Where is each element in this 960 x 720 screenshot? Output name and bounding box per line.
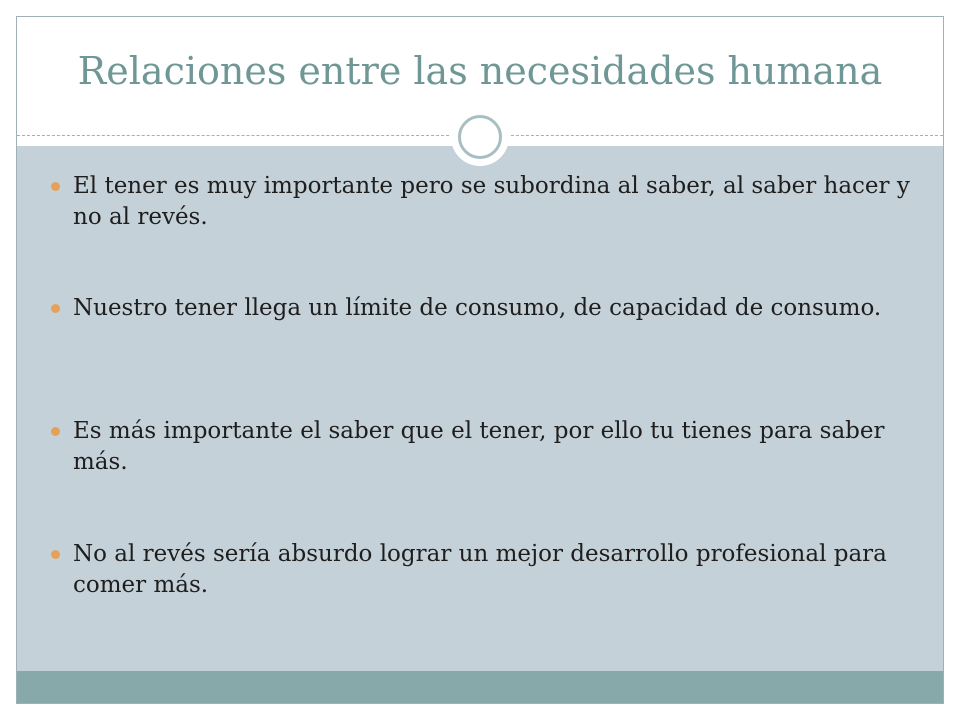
bullet-text: Es más importante el saber que el tener, por ello tu tienes para saber más. xyxy=(73,418,885,475)
bullet-dot-icon xyxy=(51,304,60,313)
bullet-dot-icon xyxy=(51,427,60,436)
bullet-text: No al revés sería absurdo lograr un mejor desarrollo profesional para comer más. xyxy=(73,541,887,598)
bullet-dot-icon xyxy=(51,550,60,559)
bullet-text: El tener es muy importante pero se subordina al saber, al saber hacer y no al revés. xyxy=(73,173,910,230)
bullet-dot-icon xyxy=(51,182,60,191)
slide-title: Relaciones entre las necesidades humana xyxy=(77,49,883,93)
footer-band xyxy=(17,671,943,704)
slide xyxy=(16,16,944,704)
content-area xyxy=(17,146,943,671)
bullet-list xyxy=(17,146,943,671)
bullet-text: Nuestro tener llega un límite de consumo, de capacidad de consumo. xyxy=(73,295,882,321)
ring-inner-icon xyxy=(458,115,502,159)
